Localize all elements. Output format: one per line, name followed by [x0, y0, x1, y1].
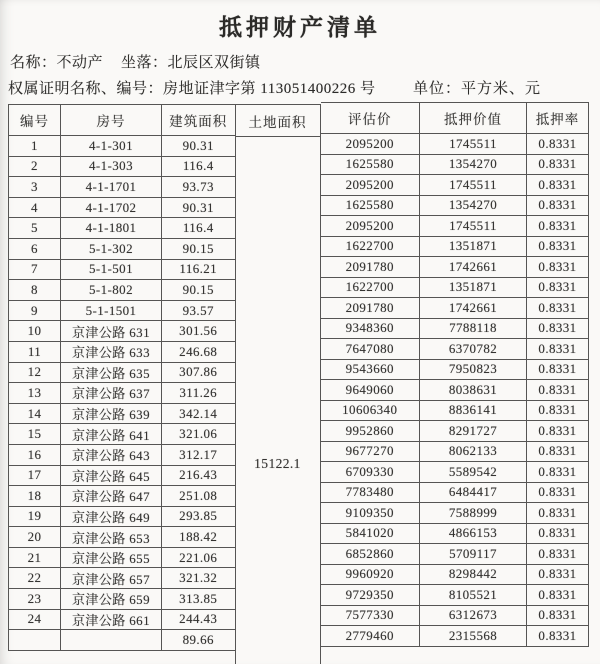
cell-mortgage-rate: 0.8331	[527, 298, 589, 319]
cell-mortgage-rate: 0.8331	[527, 564, 589, 585]
col-header-mortgage-rate: 抵押率	[527, 103, 589, 134]
col-header-appraisal: 评估价	[321, 103, 420, 134]
cell-mortgage-rate: 0.8331	[527, 441, 589, 462]
cell-appraisal: 9109350	[321, 503, 420, 524]
col-header-building-area: 建筑面积	[162, 105, 235, 136]
certificate-label: 权属证明名称、编号：	[8, 81, 164, 97]
cell-room: 京津公路 655	[61, 547, 162, 568]
table-row	[9, 444, 235, 465]
table-row	[9, 506, 235, 527]
cell-room: 4-1-1702	[61, 197, 162, 218]
cell-no: 22	[9, 568, 61, 589]
cell-mortgage-value: 1351871	[420, 277, 527, 298]
cell-mortgage-value: 8062133	[420, 441, 527, 462]
cell-room: 京津公路 645	[61, 465, 162, 486]
cell-room: 4-1-1801	[61, 218, 162, 239]
cell-mortgage-rate: 0.8331	[527, 503, 589, 524]
cell-mortgage-rate: 0.8331	[527, 339, 589, 360]
table-row	[9, 177, 235, 198]
cell-mortgage-value: 1351871	[420, 236, 527, 257]
cell-mortgage-value: 8298442	[420, 564, 527, 585]
cell-mortgage-rate: 0.8331	[527, 257, 589, 278]
cell-no: 10	[9, 321, 61, 342]
cell-building-area: 293.85	[162, 506, 235, 527]
cell-mortgage-rate: 0.8331	[527, 236, 589, 257]
cell-appraisal: 1622700	[321, 236, 420, 257]
table-row	[321, 257, 589, 278]
cell-appraisal: 2091780	[321, 298, 420, 319]
cell-mortgage-value: 1745511	[420, 175, 527, 196]
cell-appraisal: 7783480	[321, 482, 420, 503]
col-header-no: 编号	[9, 105, 61, 136]
cell-appraisal: 10606340	[321, 400, 420, 421]
table-row	[321, 441, 589, 462]
table-row	[321, 605, 589, 626]
cell-no: 3	[9, 177, 61, 198]
cell-no: 19	[9, 506, 61, 527]
cell-no: 7	[9, 259, 61, 280]
table-row	[321, 339, 589, 360]
cell-mortgage-rate: 0.8331	[527, 605, 589, 626]
cell-room: 5-1-802	[61, 280, 162, 301]
table-row	[9, 238, 235, 259]
unit-note	[413, 77, 541, 98]
col-header-room: 房号	[61, 105, 162, 136]
table-row	[321, 626, 589, 647]
cell-no: 4	[9, 197, 61, 218]
property-table	[8, 104, 589, 664]
cell-no: 13	[9, 383, 61, 404]
cell-appraisal: 1625580	[321, 154, 420, 175]
cell-mortgage-value: 6484417	[420, 482, 527, 503]
table-row	[321, 564, 589, 585]
table-row	[9, 630, 235, 651]
cell-room: 京津公路 657	[61, 568, 162, 589]
table-row	[321, 503, 589, 524]
cell-mortgage-rate: 0.8331	[527, 482, 589, 503]
cell-room	[61, 630, 162, 651]
cell-mortgage-rate: 0.8331	[527, 400, 589, 421]
cell-appraisal: 9677270	[321, 441, 420, 462]
cell-mortgage-rate: 0.8331	[527, 421, 589, 442]
cell-mortgage-value: 1354270	[420, 195, 527, 216]
cell-no: 9	[9, 300, 61, 321]
cell-mortgage-rate: 0.8331	[527, 195, 589, 216]
cell-mortgage-value: 4866153	[420, 523, 527, 544]
cell-mortgage-value: 1354270	[420, 154, 527, 175]
table-row	[321, 462, 589, 483]
cell-building-area: 311.26	[162, 383, 235, 404]
cell-mortgage-rate: 0.8331	[527, 277, 589, 298]
cell-mortgage-rate: 0.8331	[527, 380, 589, 401]
cell-appraisal: 2095200	[321, 216, 420, 237]
cell-building-area: 321.06	[162, 424, 235, 445]
cell-appraisal: 2095200	[321, 175, 420, 196]
cell-room: 京津公路 637	[61, 383, 162, 404]
cell-building-area: 90.15	[162, 280, 235, 301]
cell-appraisal: 2091780	[321, 257, 420, 278]
col-header-land-area: 土地面积	[235, 105, 321, 137]
cell-no: 16	[9, 444, 61, 465]
land-area-total: 15122.1	[254, 456, 301, 471]
cell-mortgage-rate: 0.8331	[527, 585, 589, 606]
cell-mortgage-value: 2315568	[420, 626, 527, 647]
cell-building-area: 90.31	[162, 136, 235, 157]
name-value: 不动产	[56, 55, 104, 71]
cell-mortgage-rate: 0.8331	[527, 154, 589, 175]
table-row	[321, 154, 589, 175]
table-row	[9, 527, 235, 548]
cell-no: 11	[9, 341, 61, 362]
cell-room: 京津公路 649	[61, 506, 162, 527]
land-area-merged-cell	[235, 137, 321, 664]
cell-building-area: 313.85	[162, 589, 235, 610]
cell-mortgage-value: 5589542	[420, 462, 527, 483]
table-row	[9, 280, 235, 301]
table-row	[321, 195, 589, 216]
cell-room: 京津公路 647	[61, 486, 162, 507]
cell-appraisal: 7577330	[321, 605, 420, 626]
cell-room: 4-1-1701	[61, 177, 162, 198]
cell-mortgage-value: 6312673	[420, 605, 527, 626]
cell-no: 2	[9, 156, 61, 177]
meta-line-name-location	[10, 51, 261, 72]
cell-room: 京津公路 661	[61, 609, 162, 630]
cell-building-area: 93.73	[162, 177, 235, 198]
cell-no: 18	[9, 486, 61, 507]
cell-building-area: 116.4	[162, 218, 235, 239]
cell-building-area: 89.66	[162, 630, 235, 651]
cell-no: 14	[9, 403, 61, 424]
table-row	[9, 341, 235, 362]
cell-room: 京津公路 633	[61, 341, 162, 362]
table-row	[9, 197, 235, 218]
cell-no: 23	[9, 589, 61, 610]
table-row	[321, 277, 589, 298]
cell-mortgage-value: 6370782	[420, 339, 527, 360]
cell-building-area: 116.21	[162, 259, 235, 280]
cell-mortgage-rate: 0.8331	[527, 544, 589, 565]
cell-appraisal: 1625580	[321, 195, 420, 216]
table-row	[9, 218, 235, 239]
cell-building-area: 342.14	[162, 403, 235, 424]
cell-no: 20	[9, 527, 61, 548]
cell-room: 5-1-501	[61, 259, 162, 280]
cell-mortgage-rate: 0.8331	[527, 175, 589, 196]
table-row	[321, 482, 589, 503]
cell-room: 5-1-1501	[61, 300, 162, 321]
cell-appraisal: 9543660	[321, 359, 420, 380]
cell-mortgage-value: 8836141	[420, 400, 527, 421]
table-row	[9, 300, 235, 321]
cell-building-area: 301.56	[162, 321, 235, 342]
col-header-mortgage-value: 抵押价值	[420, 103, 527, 134]
cell-no: 24	[9, 609, 61, 630]
meta-line-certificate	[8, 77, 375, 98]
table-row	[321, 216, 589, 237]
cell-building-area: 251.08	[162, 486, 235, 507]
cell-building-area: 116.4	[162, 156, 235, 177]
cell-no: 5	[9, 218, 61, 239]
cell-mortgage-value: 1742661	[420, 257, 527, 278]
unit-value: 平方米、元	[461, 81, 542, 97]
unit-label: 单位：	[413, 81, 462, 97]
land-area-column	[235, 104, 321, 664]
cell-building-area: 246.68	[162, 341, 235, 362]
cell-no: 12	[9, 362, 61, 383]
cell-mortgage-rate: 0.8331	[527, 523, 589, 544]
cell-mortgage-value: 7788118	[420, 318, 527, 339]
table-row	[9, 568, 235, 589]
cell-no: 8	[9, 280, 61, 301]
table-row	[321, 585, 589, 606]
cell-mortgage-rate: 0.8331	[527, 462, 589, 483]
cell-room: 京津公路 635	[61, 362, 162, 383]
cell-appraisal: 9960920	[321, 564, 420, 585]
table-row	[321, 523, 589, 544]
table-row	[321, 380, 589, 401]
cell-building-area: 312.17	[162, 444, 235, 465]
cell-building-area: 90.31	[162, 197, 235, 218]
name-label: 名称：	[10, 55, 57, 71]
cell-no: 15	[9, 424, 61, 445]
table-row	[321, 318, 589, 339]
table-row	[321, 400, 589, 421]
table-row	[9, 259, 235, 280]
cell-appraisal: 7647080	[321, 339, 420, 360]
cell-room: 4-1-301	[61, 136, 162, 157]
table-row	[321, 359, 589, 380]
cell-mortgage-value: 5709117	[420, 544, 527, 565]
cell-mortgage-rate: 0.8331	[527, 359, 589, 380]
table-row	[9, 609, 235, 630]
cell-room: 京津公路 643	[61, 444, 162, 465]
cell-building-area: 221.06	[162, 547, 235, 568]
location-value: 北辰区双街镇	[167, 55, 261, 71]
cell-appraisal: 2779460	[321, 626, 420, 647]
cell-mortgage-value: 7950823	[420, 359, 527, 380]
cell-room: 4-1-303	[61, 156, 162, 177]
table-row	[321, 298, 589, 319]
cell-mortgage-rate: 0.8331	[527, 134, 589, 155]
table-row	[9, 156, 235, 177]
cell-room: 京津公路 631	[61, 321, 162, 342]
cell-appraisal: 6709330	[321, 462, 420, 483]
cell-appraisal: 2095200	[321, 134, 420, 155]
table-row	[9, 383, 235, 404]
table-row	[9, 465, 235, 486]
cell-mortgage-value: 8105521	[420, 585, 527, 606]
cell-room: 京津公路 659	[61, 589, 162, 610]
cell-mortgage-rate: 0.8331	[527, 626, 589, 647]
table-row	[9, 403, 235, 424]
table-row	[9, 486, 235, 507]
table-row	[9, 547, 235, 568]
table-row	[321, 544, 589, 565]
cell-building-area: 321.32	[162, 568, 235, 589]
cell-mortgage-rate: 0.8331	[527, 216, 589, 237]
cell-no: 6	[9, 238, 61, 259]
cell-no: 17	[9, 465, 61, 486]
cell-no	[9, 630, 61, 651]
cell-room: 京津公路 641	[61, 424, 162, 445]
table-row	[321, 236, 589, 257]
cell-appraisal: 9649060	[321, 380, 420, 401]
cell-room: 5-1-302	[61, 238, 162, 259]
cell-building-area: 216.43	[162, 465, 235, 486]
table-row	[9, 136, 235, 157]
cell-appraisal: 9348360	[321, 318, 420, 339]
cell-no: 21	[9, 547, 61, 568]
certificate-value: 房地证津字第 113051400226 号	[163, 81, 376, 97]
cell-mortgage-value: 8291727	[420, 421, 527, 442]
document-title: 抵押财产清单	[219, 15, 381, 40]
table-row	[9, 362, 235, 383]
cell-mortgage-value: 8038631	[420, 380, 527, 401]
cell-appraisal: 9952860	[321, 421, 420, 442]
cell-mortgage-rate: 0.8331	[527, 318, 589, 339]
cell-room: 京津公路 653	[61, 527, 162, 548]
cell-mortgage-value: 1742661	[420, 298, 527, 319]
cell-appraisal: 6852860	[321, 544, 420, 565]
cell-building-area: 188.42	[162, 527, 235, 548]
table-row	[321, 134, 589, 155]
table-row	[9, 424, 235, 445]
table-row	[9, 589, 235, 610]
table-left-section	[8, 104, 235, 651]
cell-building-area: 244.43	[162, 609, 235, 630]
cell-appraisal: 5841020	[321, 523, 420, 544]
cell-mortgage-value: 1745511	[420, 134, 527, 155]
table-header-row	[9, 105, 235, 136]
cell-building-area: 93.57	[162, 300, 235, 321]
cell-building-area: 90.15	[162, 238, 235, 259]
cell-mortgage-value: 7588999	[420, 503, 527, 524]
cell-appraisal: 9729350	[321, 585, 420, 606]
cell-appraisal: 1622700	[321, 277, 420, 298]
cell-no: 1	[9, 136, 61, 157]
table-row	[321, 421, 589, 442]
table-header-row	[321, 103, 589, 134]
cell-room: 京津公路 639	[61, 403, 162, 424]
table-right-section	[321, 102, 590, 647]
location-label: 坐落：	[121, 55, 168, 71]
table-row	[321, 175, 589, 196]
table-row	[9, 321, 235, 342]
cell-mortgage-value: 1745511	[420, 216, 527, 237]
cell-building-area: 307.86	[162, 362, 235, 383]
